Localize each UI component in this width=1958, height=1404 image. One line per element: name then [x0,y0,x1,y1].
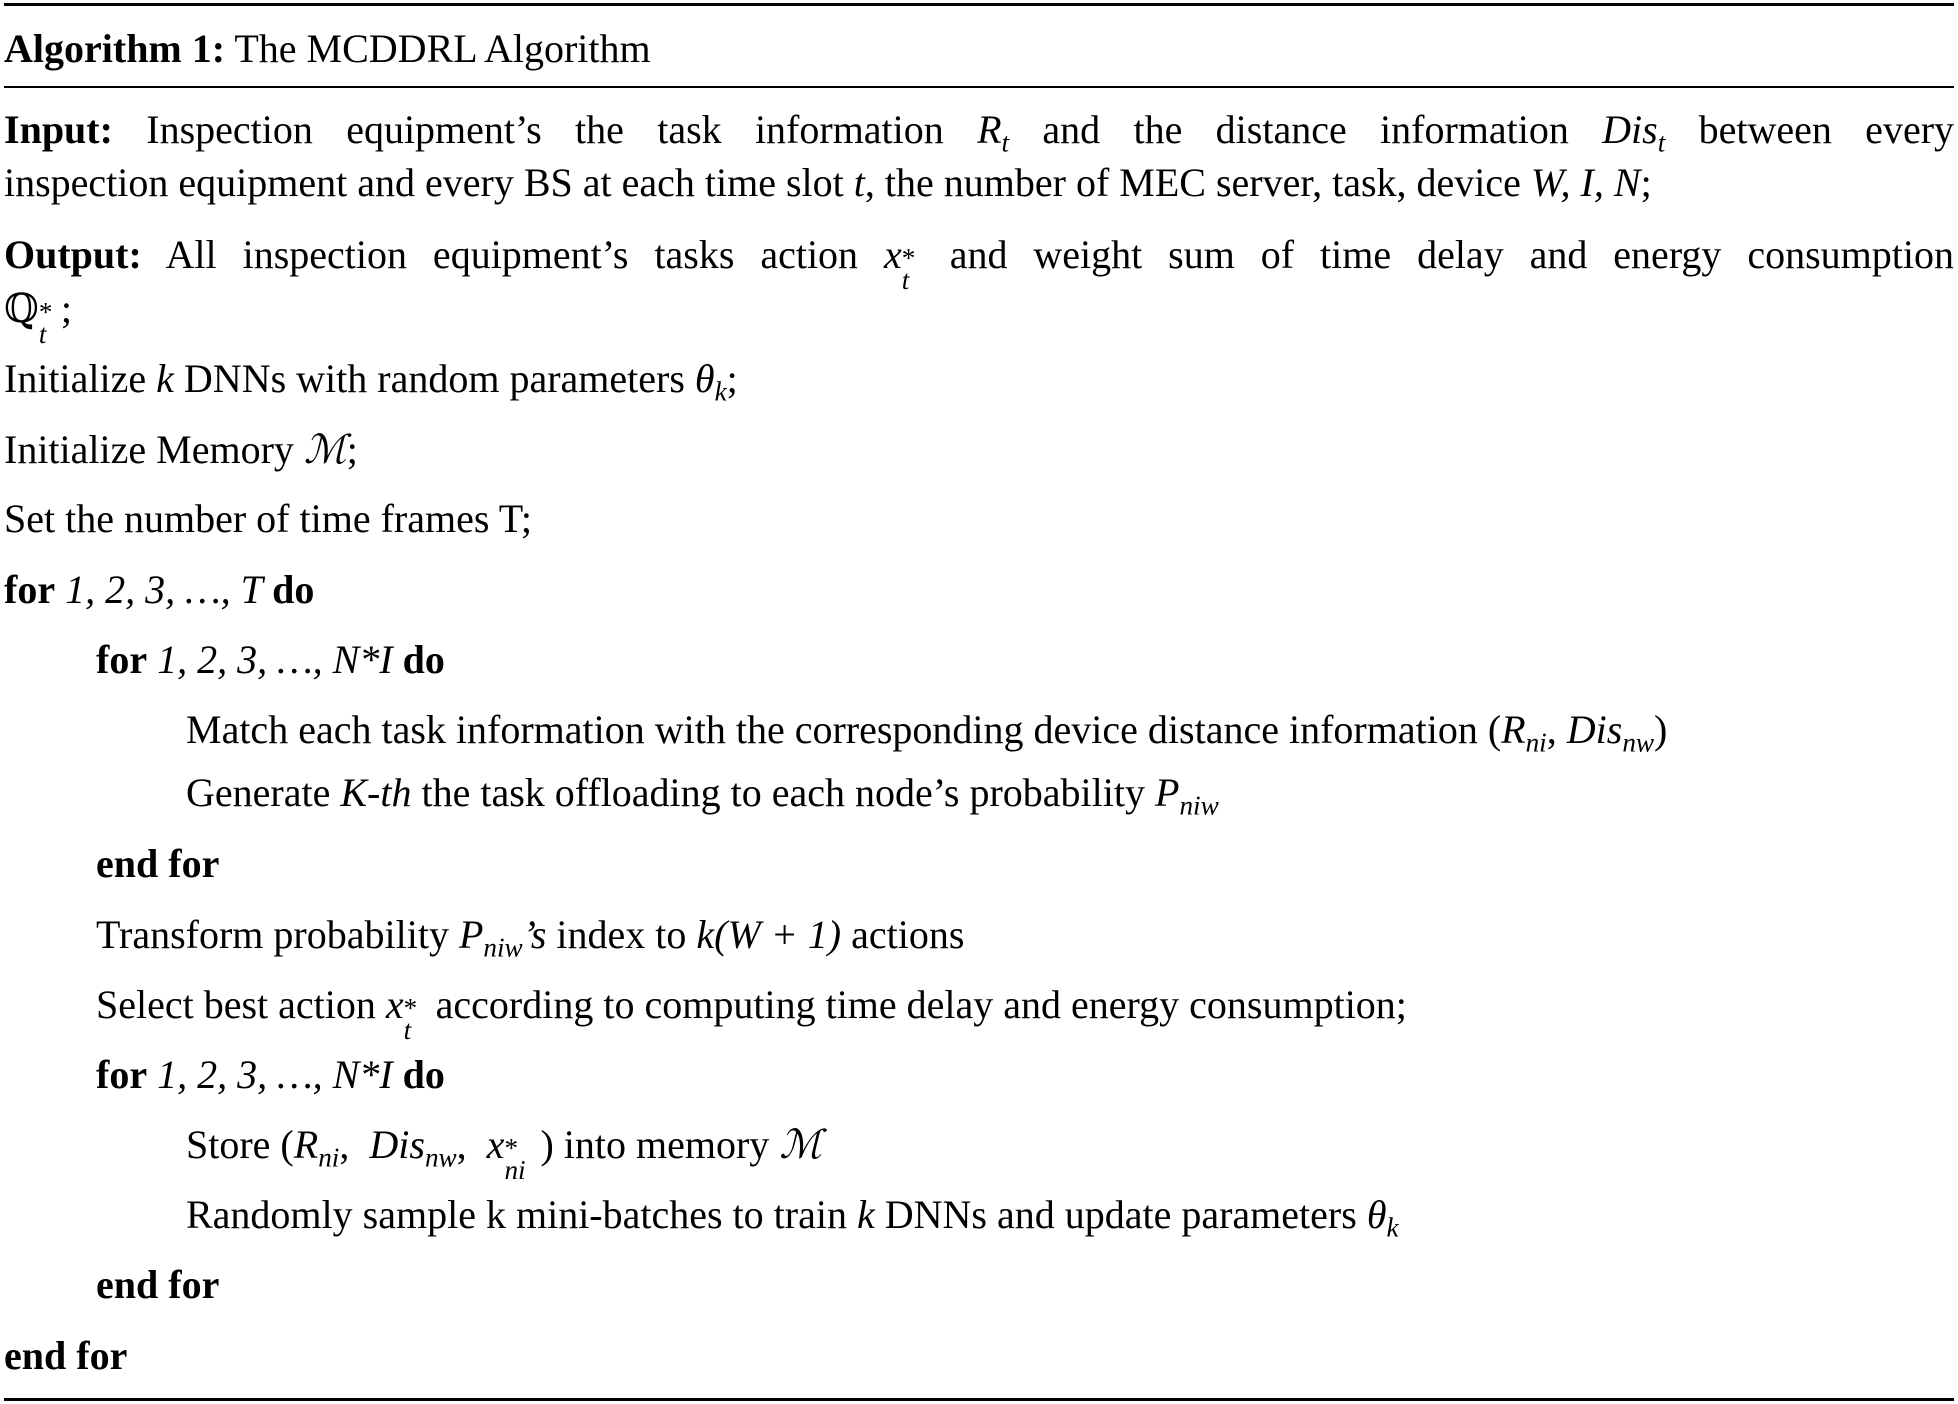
math-k: k [856,1192,875,1237]
math-sub: k [714,376,727,407]
step-text: Store ( [186,1122,294,1167]
math-sub: ni [318,1142,340,1173]
loop-range: 1, 2, 3, …, T [55,567,273,612]
step-text: Initialize Memory [4,427,304,472]
math-WIN: W, I, N [1530,160,1641,205]
math-kth: K-th [340,770,412,815]
math-theta: θ [1366,1192,1387,1237]
step-text: Match each task information with the corresponding device distance information ( [186,707,1502,752]
input-text: ; [1640,160,1652,205]
step-text: Select best action [96,982,386,1027]
for-inner-1 [96,633,445,687]
output-text: and weight sum of time delay and energy consumption [923,232,1955,277]
keyword-for: for [96,637,148,682]
step-match [186,703,1667,757]
step-init-dnn [4,352,738,406]
math-sub: k [1386,1212,1399,1243]
algorithm-header [4,22,651,76]
for-inner-2 [96,1048,445,1102]
step-text: actions [841,912,965,957]
math-sub: niw [483,932,523,963]
header-rule [4,86,1954,88]
keyword-for: for [4,567,56,612]
output-label: Output: [4,232,142,277]
input-text: inspection equipment and every BS at each time slot [4,160,854,205]
end-for-inner-2: end for [96,1262,220,1307]
math-M: ℳ [779,1122,823,1168]
step-text: ’s [522,912,547,957]
input-line-2 [4,156,1652,210]
step-set-frames: Set the number of time frames T; [4,496,533,541]
step-text: ; [726,356,738,401]
output-line-1: Output: All inspection equipment’s tasks action x * t and weight sum of time delay and energy consumption [4,232,1955,296]
input-line-1 [4,103,1954,157]
loop-range: 1, 2, 3, …, N*I [147,1052,403,1097]
step-text: , [1546,707,1567,752]
step-sample [186,1188,1399,1242]
math-x: x [486,1122,505,1167]
math-sub: niw [1179,790,1219,821]
keyword-do: do [402,637,445,682]
for-outer [4,563,314,617]
keyword-do: do [402,1052,445,1097]
math-R: R [1501,707,1526,752]
math-theta: θ [694,356,715,401]
step-text: ) into memory [540,1122,780,1167]
math-k: k [156,356,174,401]
math-Dis: Dis [1566,707,1623,752]
algorithm-block [4,0,1954,1404]
step-transform [96,908,964,962]
math-x: x [884,232,902,277]
math-sub: nw [1622,727,1655,758]
math-sub: t [1657,127,1666,158]
algorithm-title: The MCDDRL Algorithm [234,26,651,71]
math-kW1: k(W + 1) [696,912,842,957]
math-sub: nw [424,1142,457,1173]
math-M: ℳ [303,427,347,473]
step-store: Store ($R_{ni}$, Dis$_{nw}$, x * ni ) into memory ℳ [186,1122,823,1186]
end-for-outer: end for [4,1333,128,1378]
step-text: , [456,1122,487,1167]
step-text: index to [546,912,697,957]
input-label: Input: [4,107,113,152]
math-R: R [977,107,1002,152]
end-for-inner-1: end for [96,841,220,886]
bottom-rule [4,1398,1954,1401]
output-line-2: ℚ * t ; [4,286,72,350]
keyword-do: do [272,567,315,612]
math-Dis: Dis [1602,107,1658,152]
loop-range: 1, 2, 3, …, N*I [147,637,403,682]
math-sub: t [1001,127,1010,158]
step-text: DNNs and update parameters [874,1192,1367,1237]
step-text: , [339,1122,370,1167]
input-text: , the number of MEC server, task, device [864,160,1531,205]
keyword-for: for [96,1052,148,1097]
step-text: ; [346,427,358,472]
math-R: R [293,1122,319,1167]
step-generate [186,766,1219,820]
output-text: All inspection equipment’s tasks action [165,232,884,277]
algorithm-label: Algorithm 1: [4,26,226,71]
math-Dis: Dis [369,1122,425,1167]
step-text: Initialize [4,356,157,401]
step-text: the task offloading to each node’s probability [411,770,1156,815]
step-select: Select best action x * t according to computing time delay and energy consumption; [96,982,1407,1046]
math-sub: ni [1525,727,1547,758]
input-text: Inspection equipment’s the task information [146,107,978,152]
step-text: Transform probability [96,912,459,957]
math-P: P [458,912,484,957]
math-t: t [853,160,865,205]
math-P: P [1155,770,1180,815]
step-text: Generate [186,770,341,815]
step-text: according to computing time delay and energy consumption; [425,982,1407,1027]
input-text: between every [1665,107,1955,152]
math-x: x [385,982,404,1027]
math-Q: ℚ [4,286,39,332]
input-text: and the distance information [1009,107,1603,152]
step-text: Randomly sample k mini-batches to train [186,1192,857,1237]
step-text: ) [1654,707,1668,752]
step-text: DNNs with random parameters [173,356,695,401]
step-init-memory [4,423,358,477]
output-text: ; [60,286,72,331]
top-rule [4,3,1954,6]
